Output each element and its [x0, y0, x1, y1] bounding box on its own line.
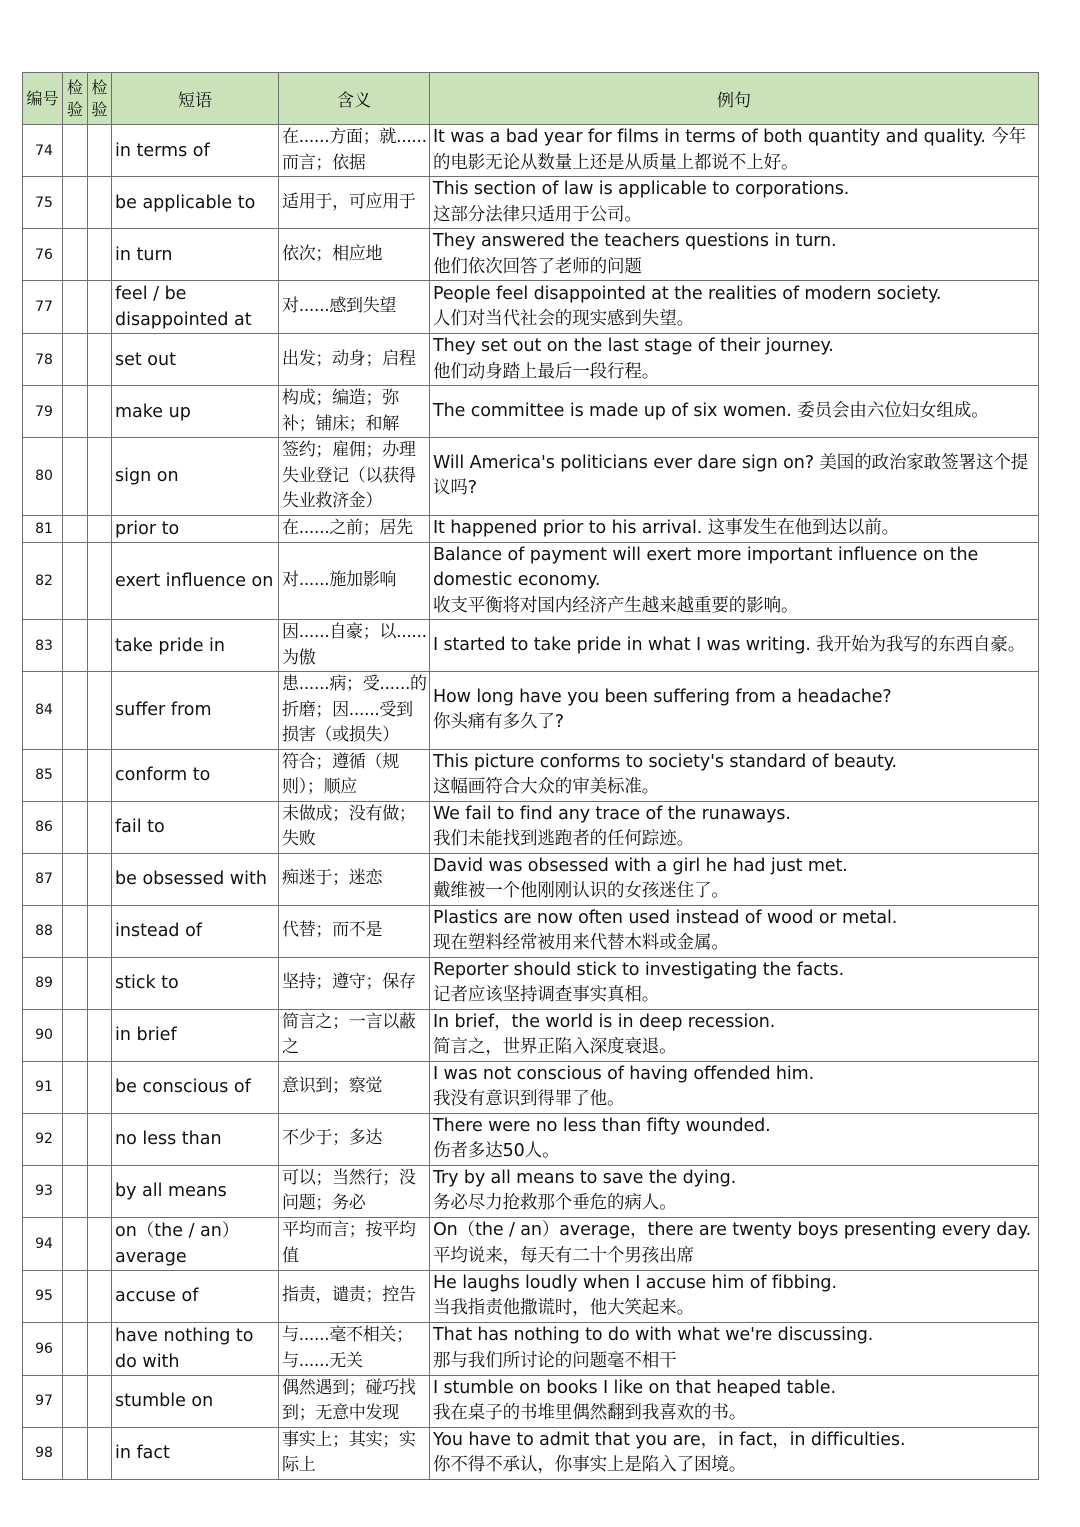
- check-cell-2[interactable]: [88, 281, 112, 334]
- example-english: They answered the teachers questions in turn.: [433, 231, 837, 251]
- check-cell-2[interactable]: [88, 1009, 112, 1061]
- check-cell-2[interactable]: [88, 853, 112, 905]
- check-cell-1[interactable]: [63, 1375, 88, 1427]
- row-number: 90: [23, 1009, 63, 1061]
- meaning-cell: 痴迷于；迷恋: [279, 853, 430, 905]
- phrase-cell: stick to: [112, 957, 279, 1009]
- meaning-cell: 对......感到失望: [279, 281, 430, 334]
- row-number: 86: [23, 801, 63, 853]
- example-chinese: 那与我们所讨论的问题毫不相干: [433, 1350, 677, 1371]
- example-cell: [430, 1061, 1039, 1113]
- check-cell-2[interactable]: [88, 620, 112, 672]
- table-row: [23, 801, 1039, 853]
- phrase-cell: accuse of: [112, 1270, 279, 1322]
- example-cell: [430, 281, 1039, 334]
- example-chinese: 现在塑料经常被用来代替木料或金属。: [433, 933, 729, 953]
- table-row: [23, 438, 1039, 516]
- meaning-cell: 在......方面；就......而言；依据: [279, 125, 430, 177]
- table-row: [23, 853, 1039, 905]
- table-row: [23, 515, 1039, 542]
- check-cell-1[interactable]: [63, 542, 88, 620]
- row-number: 76: [23, 229, 63, 281]
- table-row: [23, 177, 1039, 229]
- header-phrase: 短语: [112, 73, 279, 125]
- example-cell: [430, 853, 1039, 905]
- check-cell-2[interactable]: [88, 542, 112, 620]
- header-number: 编号: [23, 73, 63, 125]
- phrase-cell: have nothing to do with: [112, 1322, 279, 1375]
- meaning-cell: 坚持；遵守；保存: [279, 957, 430, 1009]
- phrase-table: [22, 72, 1039, 1480]
- check-cell-2[interactable]: [88, 1427, 112, 1479]
- example-cell: [430, 177, 1039, 229]
- row-number: 81: [23, 515, 63, 542]
- row-number: 77: [23, 281, 63, 334]
- table-header-row: [23, 73, 1039, 125]
- check-cell-1[interactable]: [63, 672, 88, 750]
- phrase-cell: instead of: [112, 905, 279, 957]
- check-cell-2[interactable]: [88, 905, 112, 957]
- header-check-2: 检验: [88, 73, 112, 125]
- check-cell-2[interactable]: [88, 334, 112, 386]
- phrase-cell: no less than: [112, 1113, 279, 1165]
- check-cell-1[interactable]: [63, 853, 88, 905]
- phrase-cell: be conscious of: [112, 1061, 279, 1113]
- check-cell-1[interactable]: [63, 749, 88, 801]
- example-english: People feel disappointed at the realities of modern society.: [433, 283, 942, 304]
- table-row: [23, 1270, 1039, 1322]
- example-cell: [430, 334, 1039, 386]
- example-english: David was obsessed with a girl he had just met.: [433, 855, 848, 876]
- meaning-cell: 依次；相应地: [279, 229, 430, 281]
- example-cell: [430, 1165, 1039, 1217]
- phrase-cell: be applicable to: [112, 177, 279, 229]
- table-row: [23, 281, 1039, 334]
- check-cell-1[interactable]: [63, 334, 88, 386]
- example-english: This picture conforms to society's standard of beauty.: [433, 751, 898, 772]
- check-cell-2[interactable]: [88, 125, 112, 177]
- meaning-cell: 患......病；受......的折磨；因......受到损害（或损失）: [279, 672, 430, 750]
- check-cell-2[interactable]: [88, 229, 112, 281]
- meaning-cell: 出发；动身；启程: [279, 334, 430, 386]
- table-row: [23, 542, 1039, 620]
- example-chinese: 人们对当代社会的现实感到失望。: [433, 309, 694, 329]
- example-chinese: 平均说来，每天有二十个男孩出席: [433, 1245, 694, 1266]
- meaning-cell: 指责，谴责；控告: [279, 1270, 430, 1322]
- meaning-cell: 可以；当然行；没问题；务必: [279, 1165, 430, 1217]
- row-number: 75: [23, 177, 63, 229]
- table-row: [23, 125, 1039, 177]
- check-cell-2[interactable]: [88, 1061, 112, 1113]
- row-number: 95: [23, 1270, 63, 1322]
- example-cell: [430, 749, 1039, 801]
- check-cell-1[interactable]: [63, 1061, 88, 1113]
- phrase-cell: be obsessed with: [112, 853, 279, 905]
- table-row: [23, 1217, 1039, 1270]
- row-number: 89: [23, 957, 63, 1009]
- example-cell: [430, 125, 1039, 177]
- check-cell-2[interactable]: [88, 1165, 112, 1217]
- example-cell: [430, 801, 1039, 853]
- example-english: It was a bad year for films in terms of both quantity and quality. 今年的电影无论从数量上还是从质量上都说不上好。: [433, 127, 1027, 173]
- meaning-cell: 因......自豪；以......为傲: [279, 620, 430, 672]
- example-english: You have to admit that you are，in fact，in difficulties.: [433, 1429, 906, 1450]
- example-english: Try by all means to save the dying.: [433, 1167, 737, 1188]
- example-cell: [430, 1270, 1039, 1322]
- example-cell: [430, 1322, 1039, 1375]
- meaning-cell: 代替；而不是: [279, 905, 430, 957]
- example-english: How long have you been suffering from a headache?: [433, 686, 892, 707]
- check-cell-1[interactable]: [63, 905, 88, 957]
- example-chinese: 你不得不承认，你事实上是陷入了困境。: [433, 1455, 747, 1475]
- phrase-cell: in turn: [112, 229, 279, 281]
- example-english: Balance of payment will exert more important influence on the domestic economy.: [433, 544, 979, 590]
- example-english: I stumble on books I like on that heaped table.: [433, 1377, 836, 1398]
- check-cell-2[interactable]: [88, 1322, 112, 1375]
- check-cell-1[interactable]: [63, 801, 88, 853]
- phrase-cell: by all means: [112, 1165, 279, 1217]
- example-english: I started to take pride in what I was writing. 我开始为我写的东西自豪。: [433, 634, 1026, 655]
- example-chinese: 他们动身踏上最后一段行程。: [433, 361, 660, 382]
- check-cell-1[interactable]: [63, 281, 88, 334]
- example-chinese: 戴维被一个他刚刚认识的女孩迷住了。: [433, 881, 729, 901]
- check-cell-2[interactable]: [88, 1113, 112, 1165]
- example-english: This section of law is applicable to corporations.: [433, 179, 850, 199]
- row-number: 88: [23, 905, 63, 957]
- table-row: [23, 672, 1039, 750]
- check-cell-2[interactable]: [88, 386, 112, 438]
- row-number: 94: [23, 1217, 63, 1270]
- check-cell-2[interactable]: [88, 438, 112, 516]
- check-cell-1[interactable]: [63, 620, 88, 672]
- check-cell-2[interactable]: [88, 749, 112, 801]
- example-english: Plastics are now often used instead of wood or metal.: [433, 907, 898, 928]
- phrase-cell: take pride in: [112, 620, 279, 672]
- meaning-cell: 与......毫不相关；与......无关: [279, 1322, 430, 1375]
- example-english: We fail to find any trace of the runaways.: [433, 803, 791, 824]
- meaning-cell: 偶然遇到；碰巧找到；无意中发现: [279, 1375, 430, 1427]
- example-english: They set out on the last stage of their journey.: [433, 336, 834, 356]
- example-english: I was not conscious of having offended him.: [433, 1063, 815, 1084]
- example-cell: [430, 672, 1039, 750]
- meaning-cell: 签约；雇佣；办理失业登记（以获得失业救济金）: [279, 438, 430, 516]
- example-chinese: 我们未能找到逃跑者的任何踪迹。: [433, 829, 694, 849]
- row-number: 92: [23, 1113, 63, 1165]
- check-cell-2[interactable]: [88, 801, 112, 853]
- row-number: 80: [23, 438, 63, 516]
- example-english: In brief，the world is in deep recession.: [433, 1011, 776, 1032]
- phrase-cell: make up: [112, 386, 279, 438]
- table-row: [23, 1322, 1039, 1375]
- phrase-cell: prior to: [112, 515, 279, 542]
- example-cell: [430, 386, 1039, 438]
- example-chinese: 简言之，世界正陷入深度衰退。: [433, 1037, 677, 1057]
- check-cell-1[interactable]: [63, 515, 88, 542]
- check-cell-2[interactable]: [88, 957, 112, 1009]
- example-cell: [430, 438, 1039, 516]
- example-chinese: 这幅画符合大众的审美标准。: [433, 777, 660, 797]
- example-chinese: 伤者多达50人。: [433, 1141, 560, 1161]
- phrase-cell: on（the / an）average: [112, 1217, 279, 1270]
- example-cell: [430, 1217, 1039, 1270]
- example-english: There were no less than fifty wounded.: [433, 1115, 771, 1136]
- check-cell-1[interactable]: [63, 957, 88, 1009]
- row-number: 74: [23, 125, 63, 177]
- table-row: [23, 1375, 1039, 1427]
- phrase-cell: stumble on: [112, 1375, 279, 1427]
- example-chinese: 我在桌子的书堆里偶然翻到我喜欢的书。: [433, 1403, 747, 1423]
- check-cell-1[interactable]: [63, 177, 88, 229]
- check-cell-1[interactable]: [63, 1427, 88, 1479]
- table-row: [23, 386, 1039, 438]
- table-row: [23, 1165, 1039, 1217]
- phrase-cell: in terms of: [112, 125, 279, 177]
- example-cell: [430, 957, 1039, 1009]
- example-cell: [430, 1009, 1039, 1061]
- example-english: On（the / an）average，there are twenty boys presenting every day.: [433, 1220, 1032, 1240]
- example-english: That has nothing to do with what we're discussing.: [433, 1325, 874, 1345]
- phrase-cell: suffer from: [112, 672, 279, 750]
- header-example: 例句: [430, 73, 1039, 125]
- example-chinese: 当我指责他撒谎时，他大笑起来。: [433, 1298, 694, 1318]
- example-chinese: 你头痛有多久了?: [433, 712, 564, 733]
- example-cell: [430, 1427, 1039, 1479]
- table-row: [23, 229, 1039, 281]
- header-meaning: 含义: [279, 73, 430, 125]
- meaning-cell: 对......施加影响: [279, 542, 430, 620]
- row-number: 87: [23, 853, 63, 905]
- check-cell-1[interactable]: [63, 1009, 88, 1061]
- meaning-cell: 适用于，可应用于: [279, 177, 430, 229]
- check-cell-1[interactable]: [63, 1165, 88, 1217]
- example-cell: [430, 1113, 1039, 1165]
- meaning-cell: 符合；遵循（规则）；顺应: [279, 749, 430, 801]
- row-number: 84: [23, 672, 63, 750]
- phrase-cell: in brief: [112, 1009, 279, 1061]
- row-number: 79: [23, 386, 63, 438]
- table-row: [23, 1009, 1039, 1061]
- check-cell-2[interactable]: [88, 177, 112, 229]
- table-row: [23, 957, 1039, 1009]
- example-english: Will America's politicians ever dare sign on? 美国的政治家敢签署这个提议吗?: [433, 452, 1029, 499]
- check-cell-2[interactable]: [88, 1270, 112, 1322]
- header-check-1: 检验: [63, 73, 88, 125]
- row-number: 82: [23, 542, 63, 620]
- check-cell-1[interactable]: [63, 1113, 88, 1165]
- phrase-cell: in fact: [112, 1427, 279, 1479]
- phrase-cell: feel / be disappointed at: [112, 281, 279, 334]
- row-number: 78: [23, 334, 63, 386]
- example-cell: [430, 229, 1039, 281]
- meaning-cell: 不少于；多达: [279, 1113, 430, 1165]
- table-row: [23, 334, 1039, 386]
- meaning-cell: 事实上；其实；实际上: [279, 1427, 430, 1479]
- check-cell-2[interactable]: [88, 1375, 112, 1427]
- row-number: 97: [23, 1375, 63, 1427]
- check-cell-2[interactable]: [88, 672, 112, 750]
- example-chinese: 务必尽力抢救那个垂危的病人。: [433, 1193, 677, 1213]
- row-number: 96: [23, 1322, 63, 1375]
- meaning-cell: 在......之前；居先: [279, 515, 430, 542]
- table-row: [23, 620, 1039, 672]
- example-cell: [430, 620, 1039, 672]
- row-number: 93: [23, 1165, 63, 1217]
- phrase-cell: set out: [112, 334, 279, 386]
- example-cell: [430, 1375, 1039, 1427]
- check-cell-1[interactable]: [63, 125, 88, 177]
- example-cell: [430, 515, 1039, 542]
- table-row: [23, 749, 1039, 801]
- check-cell-1[interactable]: [63, 1322, 88, 1375]
- table-row: [23, 1113, 1039, 1165]
- check-cell-1[interactable]: [63, 438, 88, 516]
- row-number: 83: [23, 620, 63, 672]
- check-cell-2[interactable]: [88, 515, 112, 542]
- check-cell-2[interactable]: [88, 1217, 112, 1270]
- check-cell-1[interactable]: [63, 1270, 88, 1322]
- check-cell-1[interactable]: [63, 1217, 88, 1270]
- meaning-cell: 平均而言；按平均值: [279, 1217, 430, 1270]
- row-number: 91: [23, 1061, 63, 1113]
- meaning-cell: 简言之；一言以蔽之: [279, 1009, 430, 1061]
- meaning-cell: 意识到；察觉: [279, 1061, 430, 1113]
- example-chinese: 收支平衡将对国内经济产生越来越重要的影响。: [433, 595, 799, 616]
- phrase-cell: fail to: [112, 801, 279, 853]
- example-english: It happened prior to his arrival. 这事发生在他到达以前。: [433, 517, 900, 538]
- table-row: [23, 1427, 1039, 1479]
- example-english: Reporter should stick to investigating the facts.: [433, 959, 845, 980]
- example-cell: [430, 905, 1039, 957]
- meaning-cell: 未做成；没有做；失败: [279, 801, 430, 853]
- table-row: [23, 905, 1039, 957]
- example-chinese: 他们依次回答了老师的问题: [433, 256, 642, 277]
- example-chinese: 我没有意识到得罪了他。: [433, 1089, 625, 1109]
- meaning-cell: 构成；编造；弥补；铺床；和解: [279, 386, 430, 438]
- row-number: 85: [23, 749, 63, 801]
- phrase-cell: conform to: [112, 749, 279, 801]
- example-chinese: 记者应该坚持调查事实真相。: [433, 985, 660, 1005]
- check-cell-1[interactable]: [63, 386, 88, 438]
- table-row: [23, 1061, 1039, 1113]
- phrase-cell: sign on: [112, 438, 279, 516]
- row-number: 98: [23, 1427, 63, 1479]
- example-english: The committee is made up of six women. 委员会由六位妇女组成。: [433, 400, 989, 421]
- phrase-cell: exert influence on: [112, 542, 279, 620]
- example-english: He laughs loudly when I accuse him of fibbing.: [433, 1272, 837, 1293]
- example-cell: [430, 542, 1039, 620]
- check-cell-1[interactable]: [63, 229, 88, 281]
- example-chinese: 这部分法律只适用于公司。: [433, 204, 642, 225]
